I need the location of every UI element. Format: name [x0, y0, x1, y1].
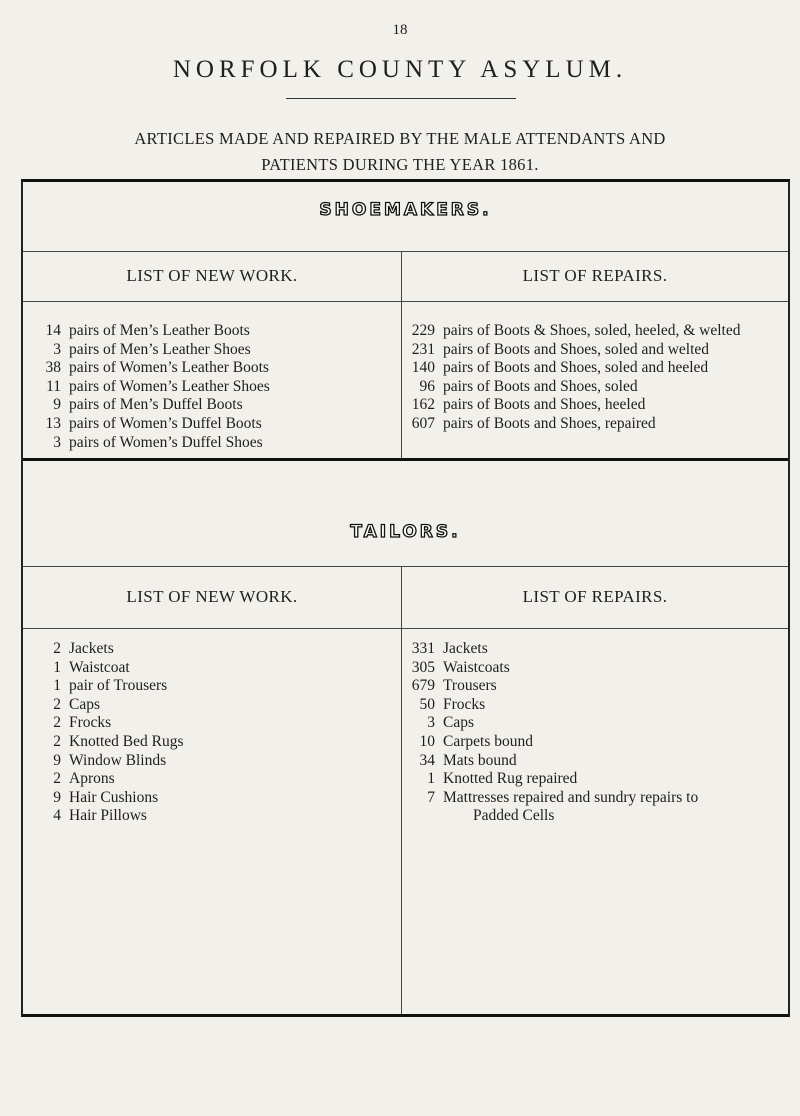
item-quantity: 231: [411, 340, 435, 358]
subtitle-line-1: ARTICLES MADE AND REPAIRED BY THE MALE ATTENDANTS AND: [134, 129, 666, 148]
item-description: Frocks: [69, 714, 112, 732]
shoemakers-repairs-header: LIST OF REPAIRS.: [522, 266, 668, 285]
item-description: pairs of Men’s Leather Shoes: [69, 340, 251, 358]
item-description: Hair Pillows: [69, 807, 147, 825]
item-quantity: 10: [419, 732, 435, 750]
shoemakers-new-work-item: [37, 359, 270, 378]
item-quantity: 50: [419, 695, 435, 713]
item-quantity: 13: [45, 414, 61, 432]
item-quantity: 3: [53, 433, 61, 451]
item-description: pairs of Boots and Shoes, soled and welted: [443, 340, 710, 358]
item-quantity: 3: [53, 340, 61, 358]
shoemakers-repair-item: [405, 359, 740, 378]
item-description: pair of Trousers: [69, 677, 168, 695]
item-description: Carpets bound: [443, 732, 533, 750]
item-description: Waistcoats: [443, 658, 510, 676]
tailors-new-work-header: LIST OF NEW WORK.: [126, 587, 298, 606]
item-quantity: 2: [53, 732, 61, 750]
tailors-repair-item: [405, 733, 698, 752]
item-quantity: 140: [411, 359, 435, 377]
item-description: pairs of Boots and Shoes, repaired: [443, 414, 656, 432]
item-description: Caps: [69, 695, 100, 713]
tailors-repairs-list: [405, 640, 698, 826]
tailors-repair-item: [405, 714, 698, 733]
item-description: Frocks: [443, 695, 486, 713]
tailors-repair-item: [405, 696, 698, 715]
tailors-new-work-item: [37, 789, 184, 808]
item-quantity: 1: [427, 770, 435, 788]
item-description: Jackets: [69, 640, 114, 657]
subtitle-line-2: PATIENTS DURING THE YEAR 1861.: [261, 155, 539, 174]
item-quantity: 4: [53, 807, 61, 825]
tailors-repair-item: [405, 789, 698, 808]
item-quantity: 2: [53, 695, 61, 713]
shoemakers-repair-item: [405, 341, 740, 360]
item-description: pairs of Men’s Leather Boots: [69, 322, 250, 339]
tailors-heading: TAILORS.: [350, 522, 461, 542]
shoemakers-new-work-item: [37, 341, 270, 360]
item-description: pairs of Women’s Leather Boots: [69, 359, 269, 377]
item-quantity: 9: [53, 396, 61, 414]
item-description: Knotted Rug repaired: [443, 770, 578, 788]
title-rule: [286, 98, 516, 99]
tailors-new-work-item: [37, 770, 184, 789]
item-description: pairs of Boots and Shoes, soled and heeled: [443, 359, 709, 377]
shoemakers-heading: SHOEMAKERS.: [319, 200, 492, 220]
records-table: [21, 179, 790, 1017]
document-subtitle: [0, 126, 800, 178]
item-description: Aprons: [69, 770, 115, 788]
item-quantity: 331: [411, 640, 435, 657]
item-description: Knotted Bed Rugs: [69, 732, 184, 750]
shoemakers-repairs-list: [405, 322, 740, 434]
page-number: 18: [392, 22, 408, 38]
rule: [23, 566, 788, 567]
tailors-new-work-item: [37, 640, 184, 659]
item-quantity: 305: [411, 658, 435, 676]
item-quantity: 38: [45, 359, 61, 377]
item-quantity: 2: [53, 770, 61, 788]
tailors-new-work-item: [37, 733, 184, 752]
item-description: Jackets: [443, 640, 488, 657]
tailors-repair-item: [405, 640, 698, 659]
item-quantity: 1: [53, 677, 61, 695]
shoemakers-new-work-header: LIST OF NEW WORK.: [126, 266, 298, 285]
item-quantity: 3: [427, 714, 435, 732]
item-quantity: 607: [411, 414, 435, 432]
column-divider: [401, 566, 402, 1014]
document-title: NORFOLK COUNTY ASYLUM.: [172, 56, 628, 83]
item-quantity: 96: [419, 377, 435, 395]
tailors-repair-item: [405, 677, 698, 696]
item-quantity: 1: [53, 658, 61, 676]
item-description: Mattresses repaired and sundry repairs to: [443, 788, 699, 806]
item-description: pairs of Boots & Shoes, soled, heeled, & welted: [443, 322, 741, 339]
tailors-new-work-item: [37, 807, 184, 826]
shoemakers-new-work-item: [37, 415, 270, 434]
item-description: Mats bound: [443, 751, 517, 769]
shoemakers-repair-item: [405, 396, 740, 415]
rule: [23, 301, 788, 302]
item-description: Trousers: [443, 677, 497, 695]
item-description: pairs of Women’s Duffel Boots: [69, 414, 262, 432]
item-description: pairs of Women’s Duffel Shoes: [69, 433, 263, 451]
shoemakers-repair-item: [405, 322, 740, 341]
shoemakers-new-work-item: [37, 322, 270, 341]
item-quantity: 2: [53, 640, 61, 657]
shoemakers-new-work-item: [37, 396, 270, 415]
item-quantity: 9: [53, 751, 61, 769]
tailors-new-work-item: [37, 696, 184, 715]
item-description: Waistcoat: [69, 658, 130, 676]
item-description: Caps: [443, 714, 474, 732]
tailors-repair-item: [405, 659, 698, 678]
rule: [23, 251, 788, 252]
item-description: Hair Cushions: [69, 788, 159, 806]
item-quantity: 679: [411, 677, 435, 695]
item-quantity: 9: [53, 788, 61, 806]
tailors-repair-continuation: Padded Cells: [473, 807, 555, 825]
tailors-repair-item: [405, 752, 698, 771]
item-quantity: 229: [411, 322, 435, 339]
shoemakers-new-work-list: [37, 322, 270, 452]
item-quantity: 14: [45, 322, 61, 339]
tailors-repair-item: [405, 770, 698, 789]
item-quantity: 2: [53, 714, 61, 732]
tailors-new-work-item: [37, 714, 184, 733]
item-description: Window Blinds: [69, 751, 167, 769]
item-quantity: 11: [46, 377, 61, 395]
shoemakers-repair-item: [405, 415, 740, 434]
tailors-new-work-item: [37, 659, 184, 678]
item-quantity: 162: [411, 396, 435, 414]
tailors-new-work-list: [37, 640, 184, 826]
shoemakers-new-work-item: [37, 378, 270, 397]
item-description: pairs of Men’s Duffel Boots: [69, 396, 243, 414]
section-divider: [23, 458, 788, 461]
item-description: pairs of Women’s Leather Shoes: [69, 377, 270, 395]
item-quantity: 34: [419, 751, 435, 769]
tailors-new-work-item: [37, 752, 184, 771]
item-description: pairs of Boots and Shoes, heeled: [443, 396, 646, 414]
shoemakers-repair-item: [405, 378, 740, 397]
rule: [23, 628, 788, 629]
tailors-new-work-item: [37, 677, 184, 696]
item-quantity: 7: [427, 788, 435, 806]
item-description: pairs of Boots and Shoes, soled: [443, 377, 638, 395]
tailors-repairs-header: LIST OF REPAIRS.: [522, 587, 668, 606]
shoemakers-new-work-item: [37, 434, 270, 453]
